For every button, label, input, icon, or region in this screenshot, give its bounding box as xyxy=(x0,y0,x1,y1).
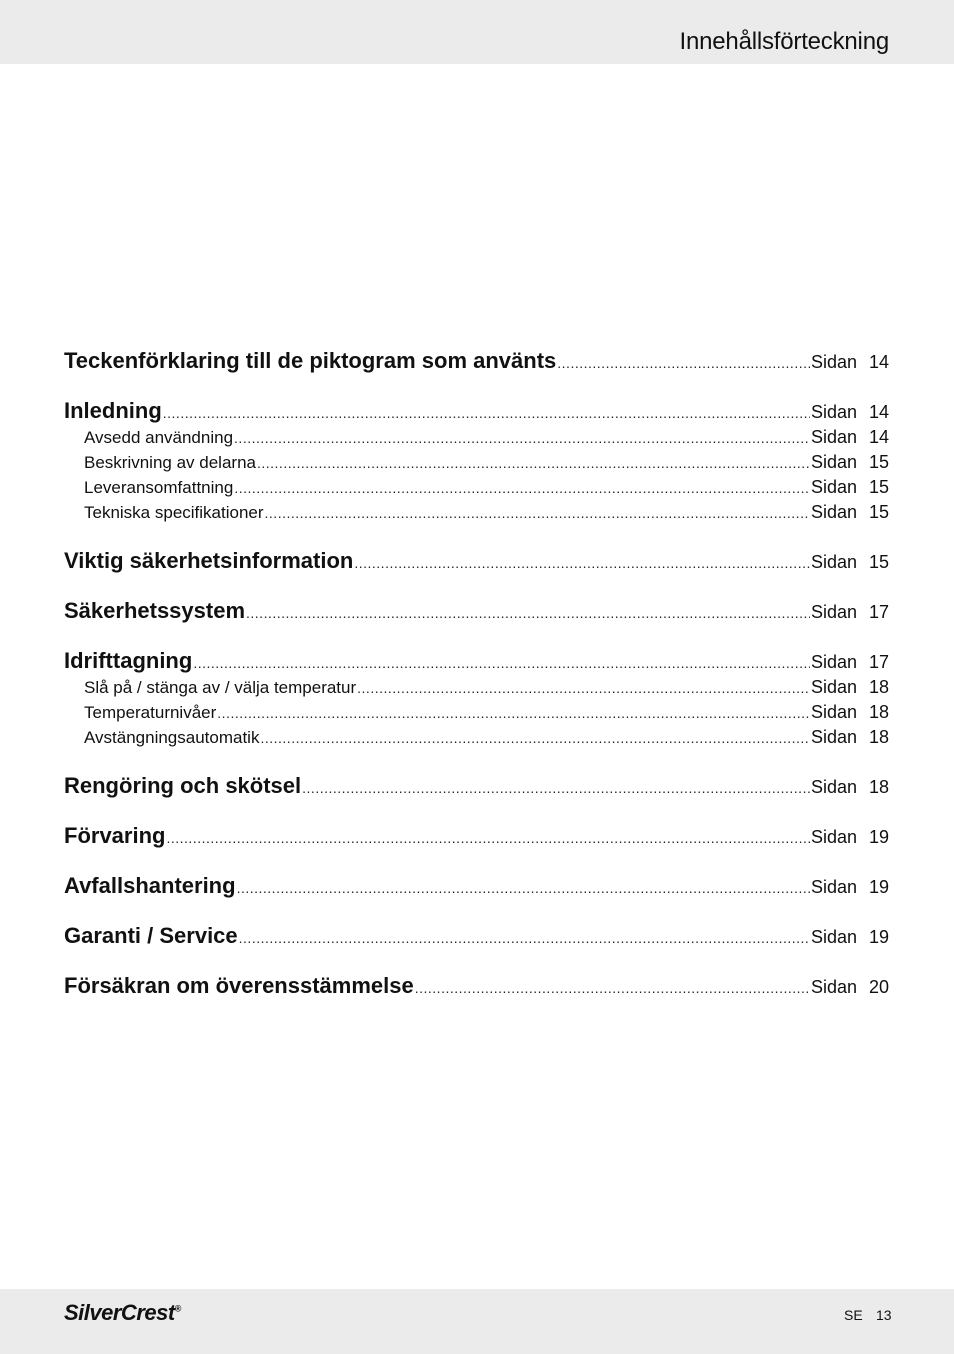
page-number: 13 xyxy=(876,1307,892,1323)
toc-entry-idrifttagning[interactable] xyxy=(64,648,889,674)
toc-entry-page: 17 xyxy=(868,652,889,672)
dot-leader xyxy=(163,405,810,421)
toc-entry-garanti-service[interactable] xyxy=(64,923,889,949)
toc-entry-sidan: Sidan xyxy=(810,352,857,372)
brand-logo xyxy=(64,1300,181,1326)
toc-entry-page: 15 xyxy=(868,452,889,472)
toc-entry-sidan: Sidan xyxy=(810,827,857,847)
dot-leader xyxy=(239,930,810,946)
toc-entry-page: 14 xyxy=(868,352,889,372)
toc-entry-forsakran[interactable] xyxy=(64,973,889,999)
toc-entry-label: Avstängningsautomatik xyxy=(84,728,260,747)
toc-entry-sidan: Sidan xyxy=(810,652,857,672)
toc-entry-label: Inledning xyxy=(64,398,162,423)
toc-entry-sidan: Sidan xyxy=(810,427,857,447)
toc-entry-label: Beskrivning av delarna xyxy=(84,453,256,472)
toc-entry-page: 15 xyxy=(868,502,889,522)
toc-entry-sidan: Sidan xyxy=(810,702,857,722)
toc-entry-label: Säkerhetssystem xyxy=(64,598,246,623)
toc-entry-page: 17 xyxy=(868,602,889,622)
toc-entry-sidan: Sidan xyxy=(810,552,857,572)
toc-entry-teckenforklaring[interactable] xyxy=(64,348,889,374)
toc-entry-page: 18 xyxy=(868,677,889,697)
dot-leader xyxy=(302,780,810,796)
toc-entry-temperaturnivaer[interactable] xyxy=(64,702,889,723)
dot-leader xyxy=(354,555,810,571)
toc-entry-label: Försäkran om överensstämmelse xyxy=(64,973,414,998)
toc-entry-label: Tekniska specifikationer xyxy=(84,503,264,522)
toc-entry-sidan: Sidan xyxy=(810,477,857,497)
toc-entry-label: Avsedd användning xyxy=(84,428,234,447)
brand-logo-text: SilverCrest xyxy=(64,1300,175,1325)
dot-leader xyxy=(357,680,810,696)
dot-leader xyxy=(265,505,810,521)
toc-entry-sla-pa[interactable] xyxy=(64,677,889,698)
toc-entry-sidan: Sidan xyxy=(810,502,857,522)
toc-entry-page: 18 xyxy=(868,727,889,747)
registered-mark: ® xyxy=(174,1303,181,1314)
toc-entry-label: Idrifttagning xyxy=(64,648,193,673)
toc-entry-label: Teckenförklaring till de piktogram som använts xyxy=(64,348,557,373)
toc-entry-page: 14 xyxy=(868,402,889,422)
dot-leader xyxy=(237,880,810,896)
toc-entry-tekniska-specifikationer[interactable] xyxy=(64,502,889,523)
toc-entry-sidan: Sidan xyxy=(810,877,857,897)
toc-entry-beskrivning[interactable] xyxy=(64,452,889,473)
toc-entry-page: 15 xyxy=(868,552,889,572)
dot-leader xyxy=(166,830,809,846)
toc-entry-page: 18 xyxy=(868,702,889,722)
toc-entry-sidan: Sidan xyxy=(810,402,857,422)
toc-entry-page: 20 xyxy=(868,977,889,997)
dot-leader xyxy=(193,655,810,671)
toc-entry-sidan: Sidan xyxy=(810,777,857,797)
language-code: SE xyxy=(844,1307,863,1323)
dot-leader xyxy=(260,730,809,746)
toc-entry-sakerhetssystem[interactable] xyxy=(64,598,889,624)
toc-entry-page: 15 xyxy=(868,477,889,497)
toc-entry-page: 19 xyxy=(868,827,889,847)
page-title: Innehållsförteckning xyxy=(679,28,889,55)
toc-entry-viktig-sakerhetsinformation[interactable] xyxy=(64,548,889,574)
toc-entry-page: 19 xyxy=(868,877,889,897)
toc-entry-sidan: Sidan xyxy=(810,927,857,947)
toc-entry-page: 14 xyxy=(868,427,889,447)
toc-entry-avsedd-anvandning[interactable] xyxy=(64,427,889,448)
toc-entry-sidan: Sidan xyxy=(810,977,857,997)
toc-entry-label: Leveransomfattning xyxy=(84,478,234,497)
dot-leader xyxy=(257,455,810,471)
toc-entry-label: Slå på / stänga av / välja temperatur xyxy=(84,678,357,697)
dot-leader xyxy=(415,980,810,996)
dot-leader xyxy=(557,355,810,371)
toc-entry-sidan: Sidan xyxy=(810,677,857,697)
toc-entry-rengoring[interactable] xyxy=(64,773,889,799)
toc-entry-label: Viktig säkerhetsinformation xyxy=(64,548,354,573)
toc-entry-page: 19 xyxy=(868,927,889,947)
toc-entry-inledning[interactable] xyxy=(64,398,889,424)
toc-entry-avstangningsautomatik[interactable] xyxy=(64,727,889,748)
toc-entry-sidan: Sidan xyxy=(810,452,857,472)
toc-entry-leveransomfattning[interactable] xyxy=(64,477,889,498)
dot-leader xyxy=(234,430,810,446)
toc-entry-label: Avfallshantering xyxy=(64,873,236,898)
toc-entry-label: Garanti / Service xyxy=(64,923,238,948)
toc-entry-forvaring[interactable] xyxy=(64,823,889,849)
dot-leader xyxy=(246,605,810,621)
toc-entry-sidan: Sidan xyxy=(810,727,857,747)
toc-entry-sidan: Sidan xyxy=(810,602,857,622)
toc-entry-label: Förvaring xyxy=(64,823,166,848)
toc-entry-label: Rengöring och skötsel xyxy=(64,773,302,798)
toc-entry-avfallshantering[interactable] xyxy=(64,873,889,899)
toc-entry-label: Temperaturnivåer xyxy=(84,703,217,722)
dot-leader xyxy=(217,705,810,721)
dot-leader xyxy=(234,480,810,496)
toc-entry-page: 18 xyxy=(868,777,889,797)
